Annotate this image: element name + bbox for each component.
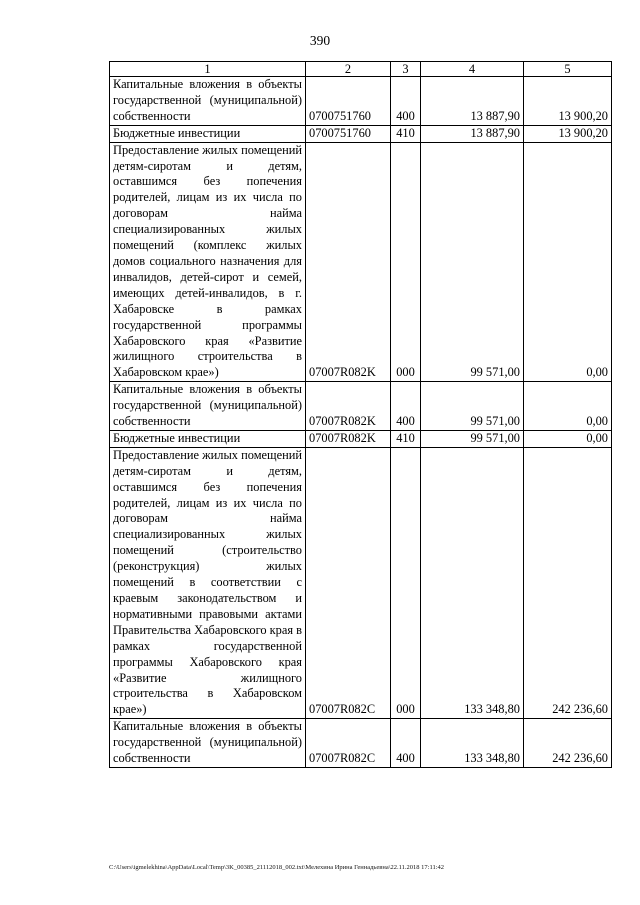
row-value-1-cell: 99 571,00: [421, 382, 524, 431]
row-value-1-cell: 13 887,90: [421, 77, 524, 126]
row-value-1-cell: 133 348,80: [421, 719, 524, 768]
row-name-cell: Капитальные вложения в объекты государственной (муниципальной) собственности: [110, 382, 306, 431]
file-path-footer: C:\Users\igmelekhina\AppData\Local\Temp\3K_00385_21112018_002.txt\Мелехина Ирина Геннадьевна\22.11.2018 17:11:42: [109, 864, 445, 871]
row-type-cell: 410: [391, 125, 421, 142]
row-type-cell: 410: [391, 430, 421, 447]
header-col-5: 5: [524, 62, 612, 77]
row-code-cell: 0700751760: [306, 77, 391, 126]
row-value-1-cell: 99 571,00: [421, 142, 524, 382]
row-value-1-cell: 13 887,90: [421, 125, 524, 142]
header-col-3: 3: [391, 62, 421, 77]
table-row: [110, 77, 612, 126]
row-value-2-cell: 0,00: [524, 142, 612, 382]
row-type-cell: 000: [391, 142, 421, 382]
row-name-cell: Капитальные вложения в объекты государственной (муниципальной) собственности: [110, 719, 306, 768]
table-row: [110, 142, 612, 382]
row-name-cell: Бюджетные инвестиции: [110, 430, 306, 447]
row-value-1-cell: 133 348,80: [421, 447, 524, 718]
budget-table: [109, 61, 612, 768]
row-name-cell: Предоставление жилых помещений детям-сиротам и детям, оставшимся без попечения родителей, лицам из их числа по договорам найма специализированных жилых помещений (комплекс жилых домов социального назначения для инвалидов, детей-сирот и семей, имеющих детей-инвалидов, в г. Хабаровске в рамках государственной программы Хабаровского края «Развитие жилищного строительства в Хабаровском крае»): [110, 142, 306, 382]
table-row: [110, 447, 612, 718]
header-col-2: 2: [306, 62, 391, 77]
row-code-cell: 07007R082K: [306, 430, 391, 447]
row-value-2-cell: 242 236,60: [524, 719, 612, 768]
row-code-cell: 0700751760: [306, 125, 391, 142]
table-row: [110, 382, 612, 431]
row-value-1-cell: 99 571,00: [421, 430, 524, 447]
row-value-2-cell: 242 236,60: [524, 447, 612, 718]
table-row: [110, 719, 612, 768]
page-number: 390: [309, 33, 331, 48]
row-value-2-cell: 13 900,20: [524, 125, 612, 142]
table-row: [110, 430, 612, 447]
header-col-1: 1: [110, 62, 306, 77]
row-code-cell: 07007R082K: [306, 382, 391, 431]
row-name-cell: Капитальные вложения в объекты государственной (муниципальной) собственности: [110, 77, 306, 126]
row-type-cell: 400: [391, 77, 421, 126]
row-type-cell: 400: [391, 382, 421, 431]
row-code-cell: 07007R082K: [306, 142, 391, 382]
row-value-2-cell: 13 900,20: [524, 77, 612, 126]
header-row: [110, 62, 612, 77]
row-value-2-cell: 0,00: [524, 430, 612, 447]
row-type-cell: 000: [391, 447, 421, 718]
row-type-cell: 400: [391, 719, 421, 768]
row-name-cell: Бюджетные инвестиции: [110, 125, 306, 142]
header-col-4: 4: [421, 62, 524, 77]
row-code-cell: 07007R082C: [306, 447, 391, 718]
row-name-cell: Предоставление жилых помещений детям-сиротам и детям, оставшимся без попечения родителей, лицам из их числа по договорам найма специализированных жилых помещений (строительство (реконструкция) жилых помещений в соответствии с краевым законодательством и нормативными правовыми актами Правительства Хабаровского края в рамках государственной программы Хабаровского края «Развитие жилищного строительства в Хабаровском крае»): [110, 447, 306, 718]
row-value-2-cell: 0,00: [524, 382, 612, 431]
row-code-cell: 07007R082C: [306, 719, 391, 768]
table-row: [110, 125, 612, 142]
